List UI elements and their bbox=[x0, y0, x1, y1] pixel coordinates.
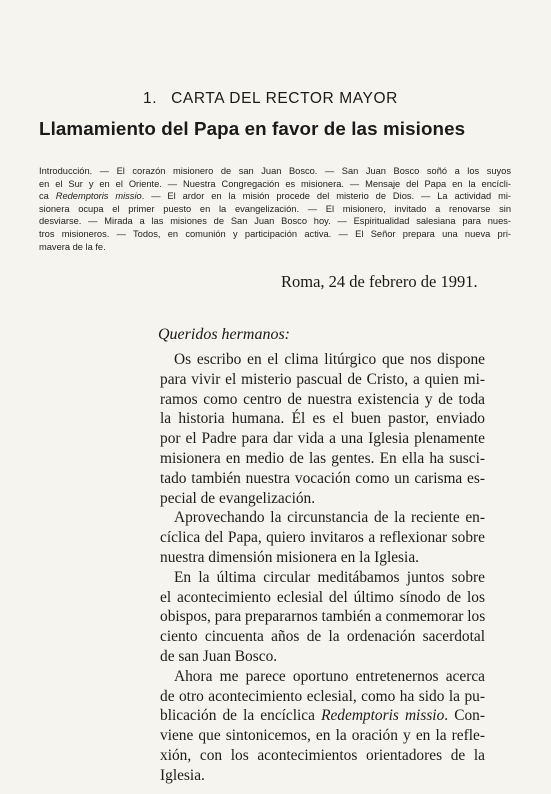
body-line: blicación de la encíclica Redemptoris missio. Con- bbox=[160, 707, 485, 725]
body-line: de otro acontecimiento eclesial, como ha sido la pu- bbox=[160, 687, 485, 705]
section-heading bbox=[143, 90, 398, 108]
body-line: Os escribo en el clima litúrgico que nos dispone bbox=[174, 351, 485, 368]
body-line: ciento cincuenta años de la ordenación sacerdotal bbox=[160, 628, 485, 646]
section-title: CARTA DEL RECTOR MAYOR bbox=[171, 90, 398, 107]
summary-line: mavera de la fe. bbox=[39, 241, 106, 252]
body-line: viene que sintonicemos, en la oración y en la refle- bbox=[160, 727, 485, 745]
body-line: ramos como centro de nuestra existencia y de toda bbox=[160, 390, 485, 408]
summary-line: en el Sur y en el Oriente. — Nuestra Congregación es misionera. — Mensaje del Papa en la encícli- bbox=[39, 178, 511, 189]
summary-line: Introducción. — El corazón misionero de san Juan Bosco. — San Juan Bosco soñó a los suyos bbox=[39, 166, 511, 176]
body-line: por el Padre para dar vida a una Iglesia plenamente bbox=[160, 430, 485, 448]
body-line: misionera en medio de las gentes. En ella ha susci- bbox=[160, 449, 485, 467]
section-number: 1. bbox=[143, 90, 158, 107]
body-line: tado también nuestra vocación como un carisma es- bbox=[160, 469, 485, 487]
body-line: la historia humana. Él es el buen pastor, enviado bbox=[160, 410, 485, 428]
body-line: obispos, para prepararnos también a conmemorar los bbox=[160, 608, 486, 626]
summary-line: ca Redemptoris missio. — El ardor en la misión procede del misterio de Dios. — La actividad mi- bbox=[39, 191, 511, 202]
summary-line: desviarse. — Mirada a las misiones de San Juan Bosco hoy. — Espiritualidad salesiana para nues- bbox=[39, 216, 511, 227]
body-line: Ahora me parece oportuno entretenernos acerca bbox=[174, 667, 485, 685]
body-line: Aprovechando la circunstancia de la reciente en- bbox=[174, 509, 485, 527]
salutation: Queridos hermanos: bbox=[158, 326, 290, 343]
dateline: Roma, 24 de febrero de 1991. bbox=[281, 272, 478, 291]
summary-line: tros misioneros. — Todos, en comunión y participación activa. — El Señor prepara una nueva pri- bbox=[39, 228, 511, 239]
body-line: En la última circular meditábamos juntos sobre bbox=[174, 568, 485, 586]
body-line: cíclica del Papa, quiero invitaros a reflexionar sobre bbox=[160, 529, 485, 547]
summary-block bbox=[39, 165, 511, 253]
body-line: pecial de evangelización. bbox=[160, 489, 316, 507]
body-line: para vivir el misterio pascual de Cristo, a quien mi- bbox=[160, 370, 485, 388]
body-line: Iglesia. bbox=[160, 766, 205, 784]
body-line: nuestra dimensión misionera en la Iglesia. bbox=[160, 548, 420, 566]
summary-line: sionera ocupa el primer puesto en la evangelización. — El misionero, invitado a renovarse sin bbox=[39, 203, 511, 214]
letter-body bbox=[160, 350, 485, 786]
body-line: el acontecimiento eclesial del último sínodo de los bbox=[160, 588, 485, 606]
letter-title: Llamamiento del Papa en favor de las misiones bbox=[39, 118, 466, 139]
body-line: xión, con los acontecimientos orientadores de la bbox=[160, 746, 485, 764]
body-line: de san Juan Bosco. bbox=[160, 647, 278, 665]
